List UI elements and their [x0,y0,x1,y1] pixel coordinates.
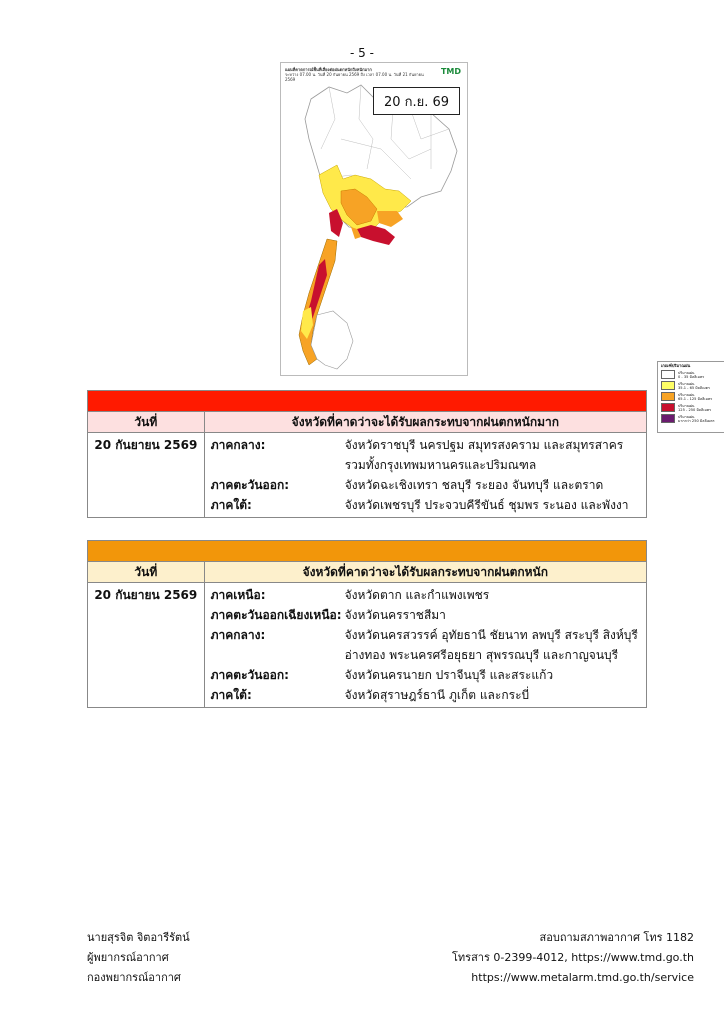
province-line: จังหวัดฉะเชิงเทรา ชลบุรี ระยอง จันทบุรี และตราด [344,478,604,492]
forecast-date: 20 กันยายน 2569 [88,583,205,708]
contact-fax-website[interactable]: โทรสาร 0-2399-4012, https://www.tmd.go.th [452,951,694,964]
column-header-date: วันที่ [88,562,205,583]
legend-label: ปริมาณฝน [678,392,695,397]
map-date-label: 20 ก.ย. 69 [373,87,460,115]
province-line: จังหวัดนครนายก ปราจีนบุรี และสระแก้ว [344,668,554,682]
tmd-logo: TMD [440,67,461,76]
region-name: ภาคเหนือ: [210,588,266,602]
heavy-rain-table [87,540,647,708]
map-subtitle: ระหว่าง 07.00 น. วันที่ 20 กันยายน 2569 ถึง เวลา 07.00 น. วันที่ 21 กันยายน 2569 [285,72,424,82]
footer-forecaster [87,928,190,988]
region-name: ภาคตะวันออก: [210,478,290,492]
region-row [211,495,640,515]
table-row [88,583,647,708]
page-number: - 5 - [350,46,374,60]
region-name: ภาคตะวันออกเฉียงเหนือ: [210,608,342,622]
province-line: รวมทั้งกรุงเทพมหานครและปริมณฑล [344,458,537,472]
forecaster-name: นายสุรจิต จิตอารีรัตน์ [87,931,190,944]
province-line: จังหวัดสุราษฎร์ธานี ภูเก็ต และกระบี่ [344,688,530,702]
legend-label: ปริมาณฝน [678,370,695,375]
region-name: ภาคตะวันออก: [210,668,289,682]
region-name: ภาคกลาง: [210,628,266,642]
legend-swatch [661,381,675,390]
province-line: จังหวัดนครราชสีมา [344,608,446,622]
legend-range: 0 - 35 มิลลิเมตร [678,374,705,379]
region-row [211,475,640,495]
region-row [211,665,640,685]
region-row [211,605,640,625]
forecaster-position: ผู้พยากรณ์อากาศ [87,951,169,964]
column-header-provinces: จังหวัดที่คาดว่าจะได้รับผลกระทบจากฝนตกหนักมาก [204,412,646,433]
province-line: อ่างทอง พระนครศรีอยุธยา สุพรรณบุรี และกาญจนบุรี [344,648,619,662]
legend-item [661,414,724,423]
region-name: ภาคกลาง: [210,438,266,452]
table-row [88,433,647,518]
legend-item [661,392,724,401]
legend-range: 65.1 - 125 มิลลิเมตร [678,396,713,401]
legend-item [661,403,724,412]
region-list [204,583,646,708]
region-row [211,585,640,605]
province-line: จังหวัดตาก และกำแพงเพชร [344,588,490,602]
table-header-row [88,412,647,433]
region-name: ภาคใต้: [210,498,252,512]
legend-range: มากกว่า 250 มิลลิเมตร [678,418,715,423]
table-color-band [88,391,647,412]
forecast-date: 20 กันยายน 2569 [88,433,205,518]
legend-label: ปริมาณฝน [678,381,695,386]
forecaster-division: กองพยากรณ์อากาศ [87,971,181,984]
table-color-band [88,541,647,562]
region-row [211,685,640,705]
region-name: ภาคใต้: [210,688,252,702]
map-title: แผนที่คาดการณ์พื้นที่เสี่ยงต่อฝนตกหนักถึงหนักมาก [285,67,372,72]
region-row [211,435,640,475]
column-header-provinces: จังหวัดที่คาดว่าจะได้รับผลกระทบจากฝนตกหนัก [204,562,646,583]
footer-contact [452,928,694,988]
legend-title: เกณฑ์ปริมาณฝน [661,363,691,368]
legend-swatch [661,392,675,401]
legend-range: 35.1 - 65 มิลลิเมตร [678,385,710,390]
legend-label: ปริมาณฝน [678,403,695,408]
contact-service-link[interactable]: https://www.metalarm.tmd.go.th/service [471,971,694,984]
legend-label: ปริมาณฝน [678,414,695,419]
region-list [204,433,646,518]
table-header-row [88,562,647,583]
contact-phone: สอบถามสภาพอากาศ โทร 1182 [539,931,694,944]
legend-swatch [661,414,675,423]
legend-range: 125 - 250 มิลลิเมตร [678,407,712,412]
thailand-map-shape [281,79,467,375]
legend-swatch [661,403,675,412]
legend-swatch [661,370,675,379]
column-header-date: วันที่ [88,412,205,433]
legend-item [661,370,724,379]
province-line: จังหวัดเพชรบุรี ประจวบคีรีขันธ์ ชุมพร ระนอง และพังงา [344,498,629,512]
very-heavy-rain-table [87,390,647,518]
province-line: จังหวัดราชบุรี นครปฐม สมุทรสงคราม และสมุทรสาคร [344,438,624,452]
map-legend [657,361,724,433]
region-row [211,625,640,665]
province-line: จังหวัดนครสวรรค์ อุทัยธานี ชัยนาท ลพบุรี สระบุรี สิงห์บุรี [344,628,638,642]
legend-item [661,381,724,390]
